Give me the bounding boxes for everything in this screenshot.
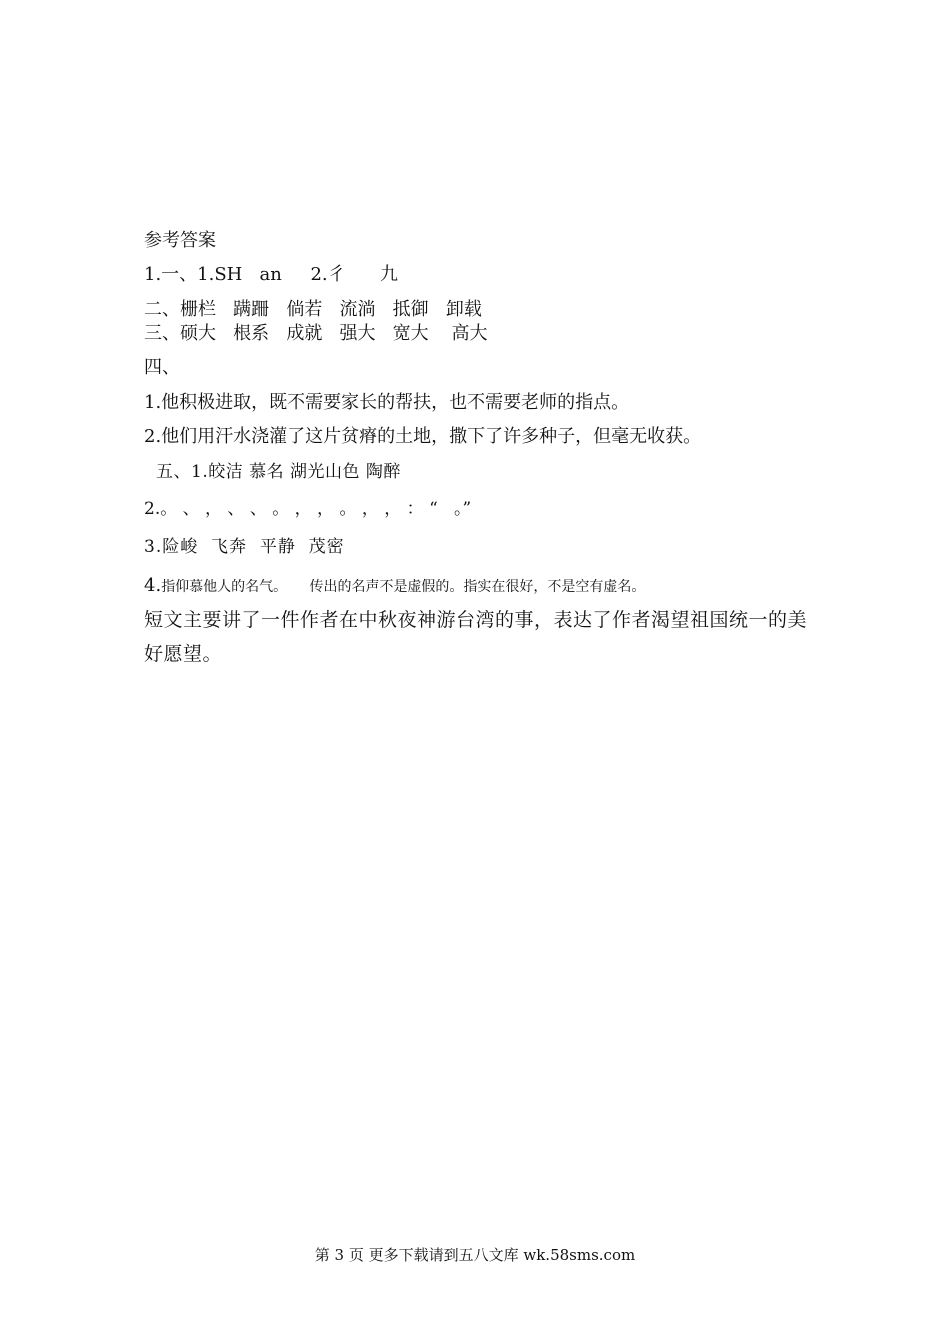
answer-section-four-heading: 四、 [144,357,180,378]
answer-section-five-item-3: 3.险峻 飞奔 平静 茂密 [144,537,345,557]
answer-section-two: 二、栅栏 蹒跚 倘若 流淌 抵御 卸载 [144,299,482,320]
summary-paragraph: 短文主要讲了一件作者在中秋夜神游台湾的事，表达了作者渴望祖国统一的美好愿望。 [144,609,808,665]
answer-section-four-item-1: 1.他积极进取，既不需要家长的帮扶，也不需要老师的指点。 [144,392,630,413]
answer-section-one: 1.一、1.SH an 2.彳 九 [144,264,398,285]
answer-section-five-item-4 [144,575,645,598]
answer-section-five-item-2: 2.。 、 ， 、 、 。 ， ， 。 ， ， ： “ 。” [144,499,472,519]
answer-section-four-item-2: 2.他们用汗水浇灌了这片贫瘠的土地，撒下了许多种子，但毫无收获。 [144,426,702,447]
item-4-text: 指仰慕他人的名气。 传出的名声不是虚假的。指实在很好，不是空有虚名。 [161,579,646,595]
item-4-number: 4. [144,575,162,596]
answer-section-five-item-1: 五、1.皎洁 慕名 湖光山色 陶醉 [156,462,401,482]
page-footer: 第 3 页 更多下载请到五八文库 wk.58sms.com [314,1246,636,1264]
answer-title: 参考答案 [144,230,216,251]
answer-section-three: 三、硕大 根系 成就 强大 宽大 高大 [144,323,488,344]
